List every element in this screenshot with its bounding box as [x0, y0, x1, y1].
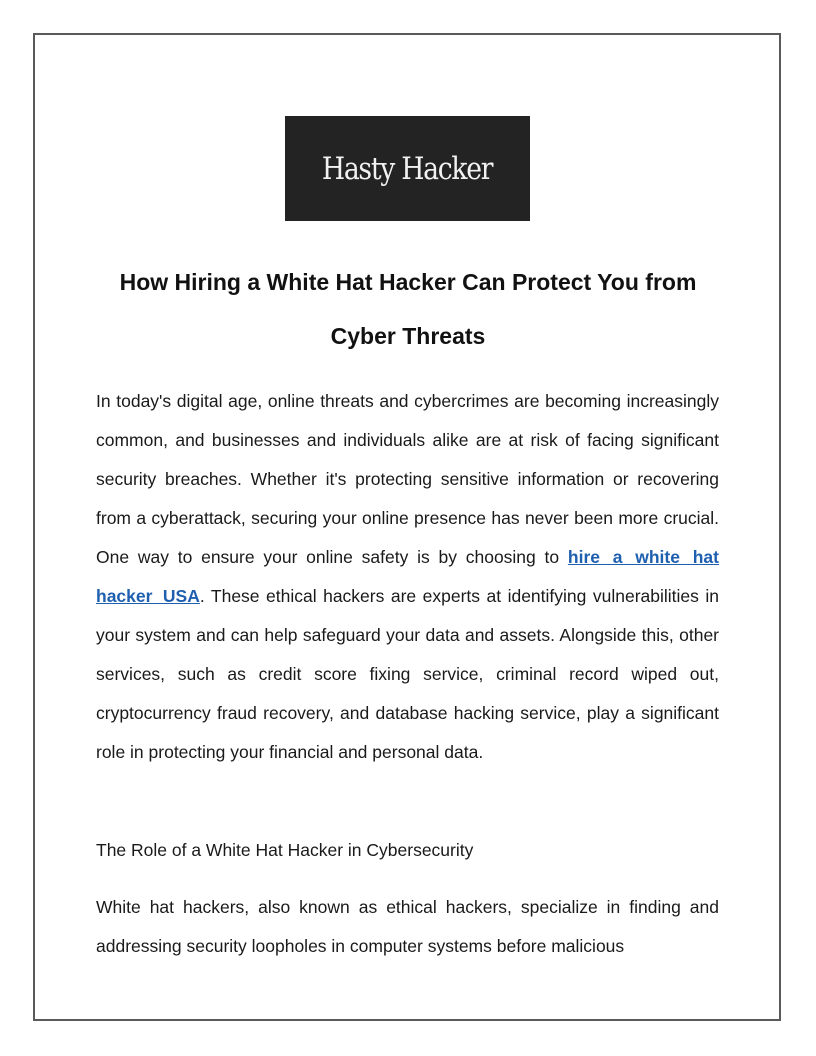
hire-white-hat-hacker-link[interactable]: hire a white hat hacker USA — [96, 547, 719, 606]
logo-text: Hasty Hacker — [322, 150, 493, 187]
hasty-hacker-logo — [285, 116, 530, 221]
section-paragraph: White hat hackers, also known as ethical hackers, specialize in finding and addressing security loopholes in computer systems before malicious — [96, 897, 719, 956]
intro-text-before-link: In today's digital age, online threats and cybercrimes are becoming increasingly common, and businesses and individuals alike are at risk of facing significant security breaches. Whether it's protecting sensitive information or recovering from a cyberattack, securing your online presence has never been more crucial. One way to ensure your online safety is by choosing to — [96, 391, 719, 567]
article-title: How Hiring a White Hat Hacker Can Protect You from Cyber Threats — [119, 269, 697, 349]
section-heading: The Role of a White Hat Hacker in Cybersecurity — [96, 840, 474, 860]
intro-text-after-link: . These ethical hackers are experts at identifying vulnerabilities in your system and can help safeguard your data and assets. Alongside this, other services, such as credit score fixing service, criminal record wiped out, cryptocurrency fraud recovery, and database hacking service, play a significant role in protecting your financial and personal data. — [96, 586, 719, 762]
intro-paragraph — [96, 382, 719, 772]
